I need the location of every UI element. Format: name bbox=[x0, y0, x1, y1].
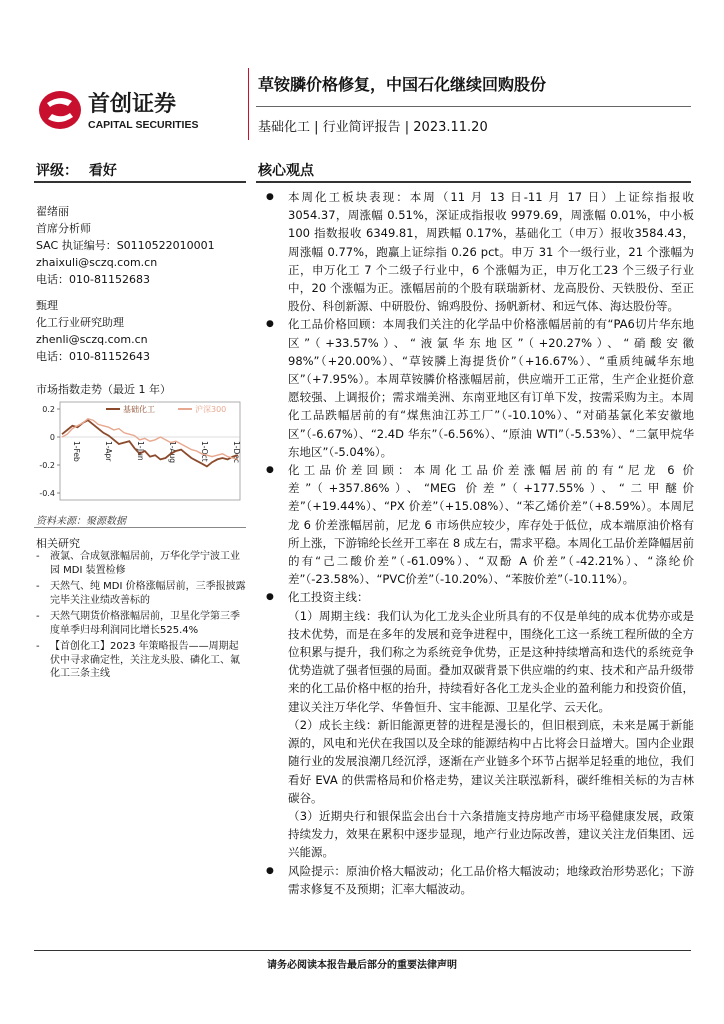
y-tick-label: 0 bbox=[49, 433, 55, 442]
x-tick-label: 1-Dec bbox=[232, 441, 241, 463]
series-line bbox=[62, 419, 238, 460]
analyst-phone: 电话：010-81152683 bbox=[36, 273, 150, 286]
bullet-market-performance bbox=[262, 188, 694, 315]
paragraph: （1）周期主线：我们认为化工龙头企业所具有的不仅是单纯的成本优势亦或是技术优势，而是在多年的发展和竞争进程中，围绕化工这一系统工程所做的全方位积累与提升，我们称之为系统竞争优势，正是这种持续增高和迭代的系统竞争优势造就了强者恒强的局面。叠加双碳背景下供应端的约束、技术和产品升级带来的化工品价格中枢的抬升，持续看好各化工龙头企业的盈利能力和投资价值，建议关注万华化学、华鲁恒升、宝丰能源、卫星化学、云天化。 bbox=[288, 608, 694, 714]
analyst-email[interactable]: zhenli@sczq.com.cn bbox=[36, 333, 148, 346]
legend-label: 基础化工 bbox=[123, 405, 155, 414]
y-tick-label: 0.2 bbox=[42, 405, 55, 414]
core-points bbox=[262, 188, 694, 898]
paragraph: （2）成长主线：新旧能源更替的进程是漫长的，但旧根到底，未来是属于新能源的，风电和光伏在我国以及全球的能源结构中占比将会日益增大。国内企业跟随行业的发展浪潮几经沉浮，逐渐在产业链多个环节占据举足轻重的地位，我们看好 EVA 的供需格局和价格走势，建议关注联泓新科，碳纤维相关标的为吉林碳谷。 bbox=[288, 717, 694, 805]
rating bbox=[36, 160, 117, 180]
company-name-en: CAPITAL SECURITIES bbox=[88, 119, 199, 131]
related-item[interactable]: - 液氯、合成氨涨幅居前，万华化学宁波工业园 MDI 装置检修 bbox=[36, 550, 246, 577]
analyst-cert: SAC 执证编号：S0110522010001 bbox=[36, 239, 215, 252]
footer-disclaimer: 请务必阅读本报告最后部分的重要法律声明 bbox=[267, 960, 457, 971]
y-tick-label: -0.2 bbox=[39, 461, 55, 470]
rating-value: 看好 bbox=[88, 163, 117, 179]
paragraph: ● 化工品价差回顾：本周化工品价差涨幅居前的有“尼龙 6 价差”（+357.86%）、“MEG 价差”（+177.55%）、“二甲醚价差”（+19.44%）、“PX 价差”（+15.08%）、“苯乙烯价差”（+8.59%）。本周尼龙 6 价差涨幅居前，尼龙 6 市场供应较少，库存处于低位，成本端原油价格有所上涨，下游锦纶长丝开工率在 8 成左右，需求平稳。本周化工品价差降幅居前的有“己二酸价差”（-61.09%）、“双酚 A 价差”（-42.21%）、“涤纶价差”（-23.58%）、“PVC价差”（-10.20%）、“苯胺价差”（-10.11%）。 bbox=[288, 463, 694, 587]
analyst-role: 化工行业研究助理 bbox=[36, 316, 124, 329]
left-heading-rule bbox=[34, 181, 246, 183]
x-tick-label: 1-Feb bbox=[72, 441, 81, 462]
analyst-name: 翟绪丽 bbox=[36, 205, 69, 218]
paragraph: ● 化工投资主线： bbox=[288, 590, 369, 605]
bullet-risk bbox=[262, 862, 694, 898]
bullet-spread-review bbox=[262, 461, 694, 588]
chart-title: 市场指数走势（最近 1 年） bbox=[36, 383, 171, 396]
series-line bbox=[62, 420, 238, 466]
source-rule bbox=[34, 527, 246, 528]
bullet-investment-themes bbox=[262, 588, 694, 861]
paragraph: ● 风险提示：原油价格大幅波动；化工品价格大幅波动；地缘政治形势恶化；下游需求修复不及预期；汇率大幅波动。 bbox=[288, 863, 694, 896]
chart-source: 资料来源：聚源数据 bbox=[36, 516, 126, 527]
right-heading-rule bbox=[256, 181, 691, 183]
x-tick-label: 1-Jun bbox=[136, 441, 145, 461]
x-tick-label: 1-Aug bbox=[168, 441, 177, 463]
analyst-name: 甄理 bbox=[36, 299, 58, 312]
company-name-cn: 首创证券 bbox=[88, 91, 177, 116]
x-tick-label: 1-Oct bbox=[200, 441, 209, 462]
index-chart bbox=[34, 396, 246, 508]
legend-label: 沪深300 bbox=[195, 405, 227, 414]
related-list bbox=[36, 550, 246, 684]
analyst-card-1 bbox=[36, 203, 215, 288]
rating-label: 评级： bbox=[36, 163, 78, 179]
section-title: 核心观点 bbox=[258, 163, 314, 179]
header-divider bbox=[248, 68, 249, 140]
analyst-card-2 bbox=[36, 297, 150, 365]
analyst-role: 首席分析师 bbox=[36, 222, 91, 235]
plot-frame bbox=[60, 402, 240, 500]
analyst-email[interactable]: zhaixuli@sczq.com.cn bbox=[36, 256, 158, 269]
logo-mark-icon bbox=[39, 91, 81, 129]
related-item[interactable]: - 天然气、纯 MDI 价格涨幅居前，三季报披露完毕关注业绩改善标的 bbox=[36, 580, 246, 607]
y-tick-label: -0.4 bbox=[39, 489, 55, 498]
footer-rule bbox=[34, 950, 691, 951]
report-title: 草铵膦价格修复，中国石化继续回购股份 bbox=[258, 75, 547, 94]
report-subtitle: 基础化工 | 行业简评报告 | 2023.11.20 bbox=[258, 120, 488, 135]
paragraph: （3）近期央行和银保监会出台十六条措施支持房地产市场平稳健康发展，政策持续发力，效果在累积中逐步显现，地产行业边际改善，建议关注龙佰集团、远兴能源。 bbox=[288, 808, 694, 860]
bullet-price-review bbox=[262, 315, 694, 461]
company-logo bbox=[38, 88, 243, 132]
related-item[interactable]: - 【首创化工】2023 年策略报告——周期起伏中寻求确定性，关注龙头股、磷化工、氟化工三条主线 bbox=[36, 640, 246, 681]
related-item[interactable]: - 天然气期货价格涨幅居前，卫星化学第三季度单季归母利润同比增长525.4% bbox=[36, 610, 246, 637]
title-rule bbox=[256, 106, 691, 107]
paragraph: ● 本周化工板块表现：本周（11 月 13 日-11 月 17 日）上证综指报收3054.37，周涨幅 0.51%，深证成指报收 9979.69，周涨幅 0.01%，中小板 100 指数报收 6349.81，周跌幅 0.17%，基础化工（申万）报收3584.43，周涨幅 0.77%，跑赢上证综指 0.26 pct。申万 31 个一级行业，21 个涨幅为正，申万化工 7 个二级子行业中，6 个涨幅为正，申万化工23 个三级子行业中，20 个涨幅为正。涨幅居前的个股有联瑞新材、龙高股份、天铁股份、至正股份、科创新源、中研股份、锦鸡股份、扬帆新材、和远气体、海达股份等。 bbox=[288, 190, 694, 314]
analyst-phone: 电话：010-81152643 bbox=[36, 350, 150, 363]
x-tick-label: 1-Apr bbox=[104, 441, 113, 462]
paragraph: ● 化工品价格回顾：本周我们关注的化学品中价格涨幅居前的有“PA6切片华东地区”（+33.57%）、“液氯华东地区”（+20.27%）、“硝酸安徽 98%”（+20.00%）、“草铵膦上海提货价”（+16.67%）、“重质纯碱华东地区”（+7.95%）。本周草铵膦价格涨幅居前，供应端开工正常，生产企业挺价意愿较强、上调报价；需求端美洲、东南亚地区有订单下发，按需采购为主。本周化工品跌幅居前的有“煤焦油江苏工厂”（-10.10%）、“对硝基氯化苯安徽地区”（-6.67%）、“2.4D 华东”（-6.56%）、“原油 WTI”（-5.53%）、“二氯甲烷华东地区”（-5.04%）。 bbox=[288, 317, 694, 459]
related-title: 相关研究 bbox=[36, 537, 80, 550]
